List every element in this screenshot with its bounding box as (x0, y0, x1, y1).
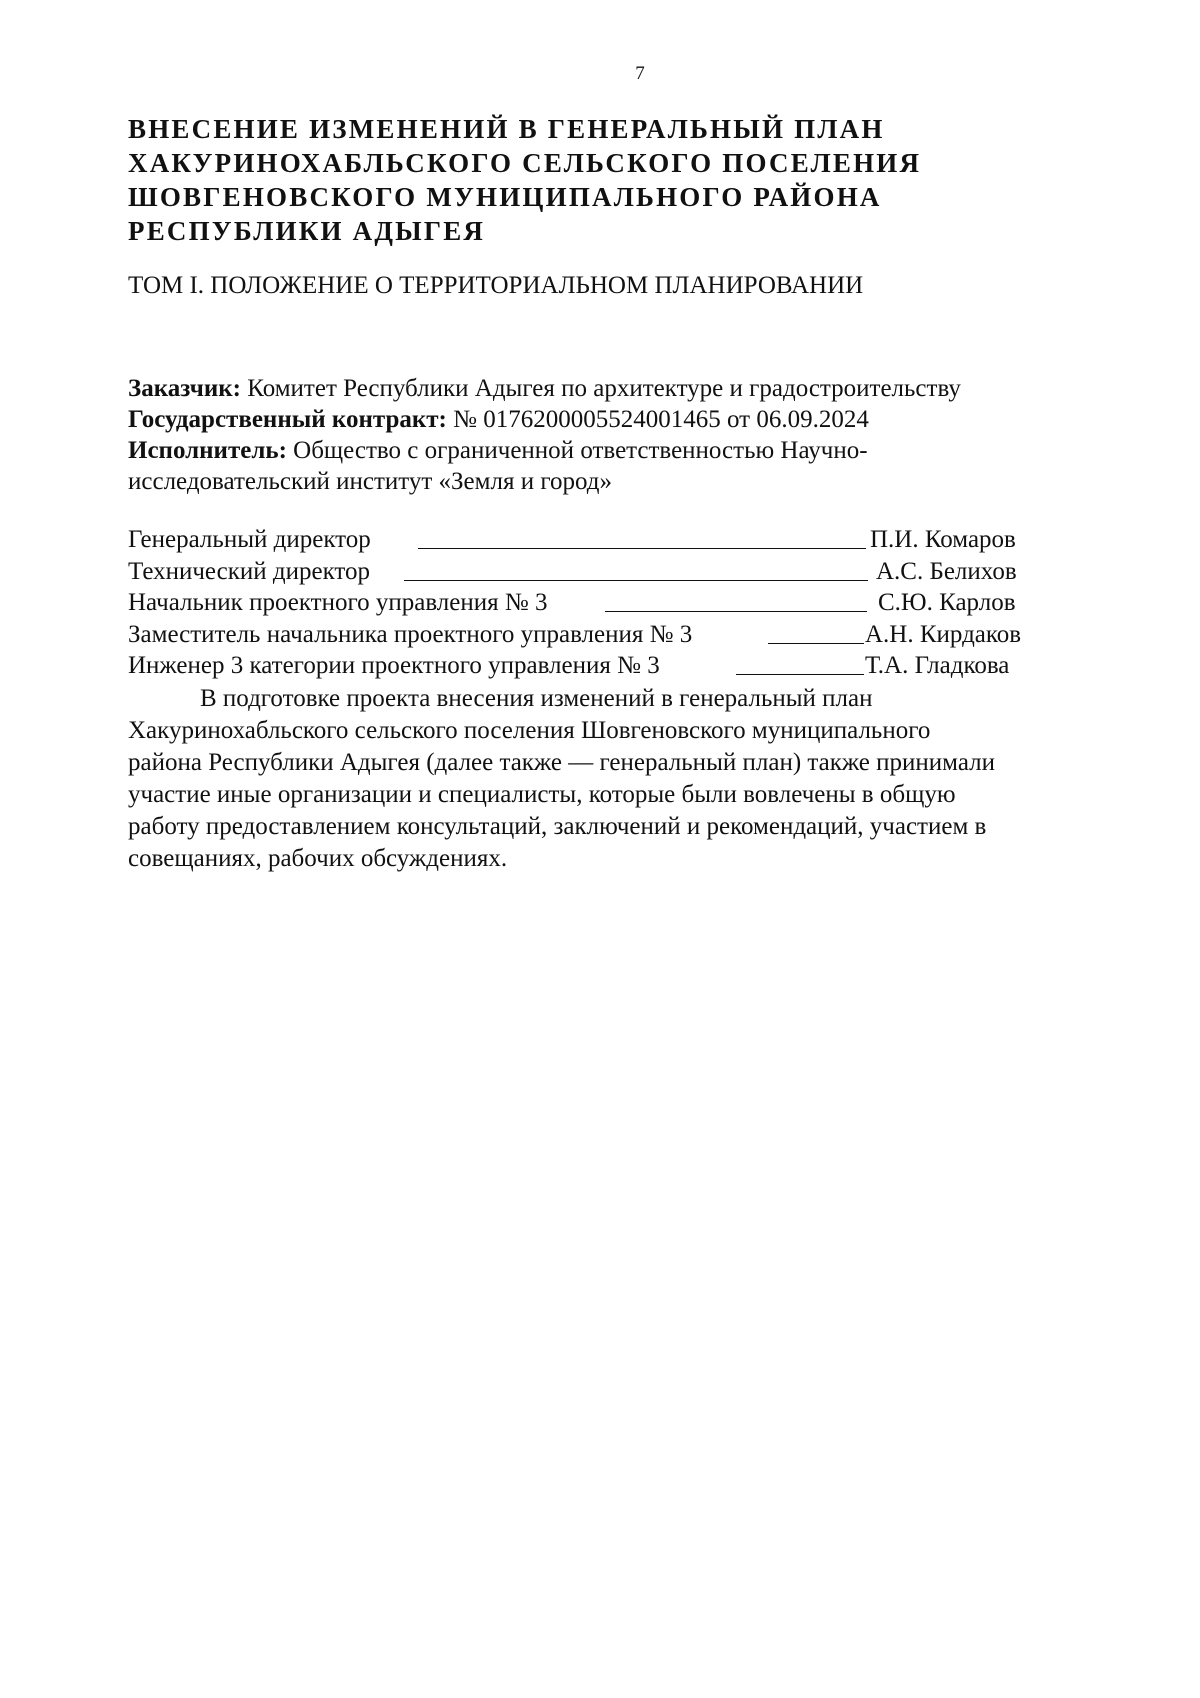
signature-role: Инженер 3 категории проектного управления № 3 (128, 652, 660, 679)
customer-line (128, 373, 1108, 404)
signature-name: П.И. Комаров (870, 526, 1016, 553)
signature-row (128, 556, 1068, 588)
signature-line (418, 548, 866, 549)
contractor-line-continued: исследовательский институт «Земля и город» (128, 468, 612, 495)
signature-row (128, 619, 1068, 651)
signature-role: Начальник проектного управления № 3 (128, 589, 548, 616)
signature-line (736, 674, 864, 675)
paragraph-line: совещаниях, рабочих обсуждениях. (128, 845, 508, 872)
signature-block (128, 524, 1068, 682)
paragraph-line: В подготовке проекта внесения изменений в генеральный план (200, 685, 873, 712)
paragraph-line: работу предоставлением консультаций, заключений и рекомендаций, участием в (128, 813, 987, 840)
paragraph-line: Хакуринохабльского сельского поселения Шовгеновского муниципального (128, 717, 931, 744)
signature-name: Т.А. Гладкова (865, 652, 1010, 679)
contract-label: Государственный контракт: (128, 406, 447, 433)
project-info (128, 373, 1108, 497)
contractor-label: Исполнитель: (128, 437, 287, 464)
signature-role: Технический директор (128, 557, 370, 585)
signature-role: Заместитель начальника проектного управления № 3 (128, 620, 693, 648)
participation-paragraph (128, 683, 1118, 875)
contract-line (128, 404, 1108, 435)
title-line: ШОВГЕНОВСКОГО МУНИЦИПАЛЬНОГО РАЙОНА (128, 182, 882, 212)
signature-name: А.Н. Кирдаков (865, 620, 1022, 648)
signature-role: Генеральный директор (128, 526, 371, 553)
signature-row (128, 650, 1068, 682)
signature-name: А.С. Белихов (876, 557, 1017, 585)
page-number: 7 (635, 63, 645, 84)
signature-name: С.Ю. Карлов (878, 589, 1016, 616)
signature-line (768, 643, 864, 644)
contractor-value: Общество с ограниченной ответственностью Научно- (286, 437, 868, 464)
document-title (128, 112, 1128, 248)
signature-line (404, 580, 868, 581)
paragraph-line: участие иные организации и специалисты, которые были вовлечены в общую (128, 781, 956, 808)
signature-row (128, 524, 1068, 556)
customer-label: Заказчик: (128, 375, 242, 402)
paragraph-line: района Республики Адыгея (далее также — генеральный план) также принимали (128, 749, 995, 776)
volume-heading: ТОМ I. ПОЛОЖЕНИЕ О ТЕРРИТОРИАЛЬНОМ ПЛАНИРОВАНИИ (128, 272, 864, 299)
title-line: ВНЕСЕНИЕ ИЗМЕНЕНИЙ В ГЕНЕРАЛЬНЫЙ ПЛАН (128, 114, 885, 144)
signature-row (128, 587, 1068, 619)
contractor-line (128, 435, 1108, 466)
customer-value: Комитет Республики Адыгея по архитектуре и градостроительству (241, 375, 961, 402)
contract-value: № 0176200005524001465 от 06.09.2024 (446, 406, 869, 433)
signature-line (605, 611, 867, 612)
title-line: РЕСПУБЛИКИ АДЫГЕЯ (128, 216, 486, 246)
title-line: ХАКУРИНОХАБЛЬСКОГО СЕЛЬСКОГО ПОСЕЛЕНИЯ (128, 148, 922, 178)
